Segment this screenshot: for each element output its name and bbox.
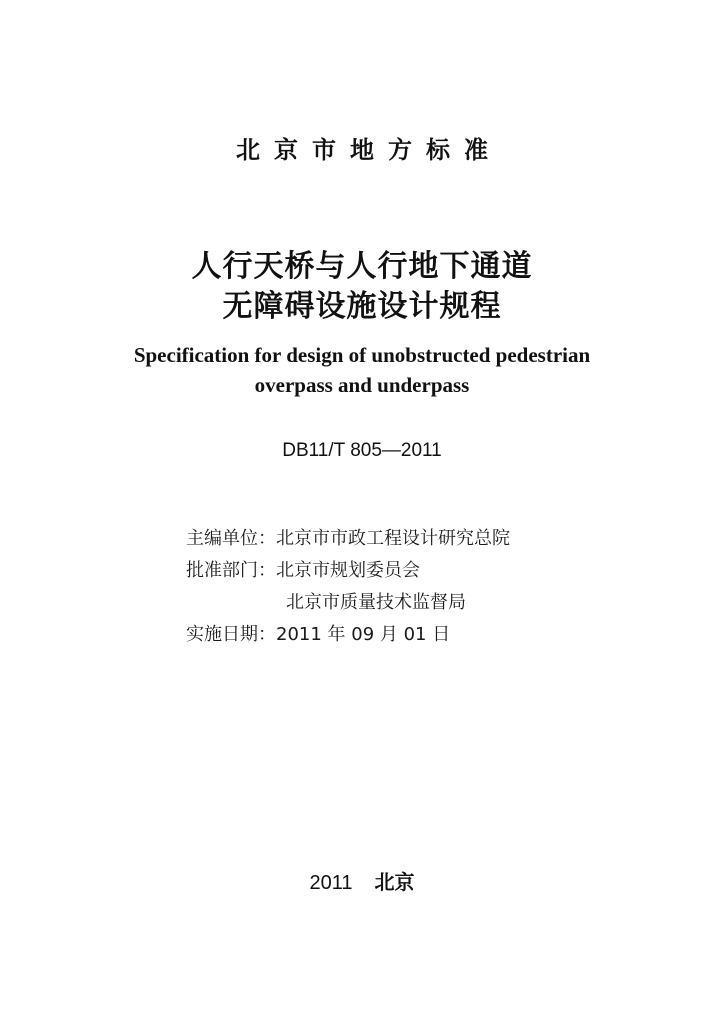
approver-label: 批准部门：: [186, 560, 276, 581]
editor-row: [186, 524, 510, 550]
approver-row-2: [286, 588, 466, 614]
effective-date-label: 实施日期：: [186, 624, 276, 645]
title-cn-line-2: 无障碍设施设计规程: [222, 289, 502, 324]
editor-value: 北京市市政工程设计研究总院: [276, 528, 510, 549]
footer-year: 2011: [309, 872, 353, 894]
editor-label: 主编单位：: [186, 528, 276, 549]
footer: [0, 866, 724, 895]
approver-value-1: 北京市规划委员会: [276, 560, 420, 581]
standard-type: 北京市地方标准: [236, 136, 502, 164]
approver-value-2: 北京市质量技术监督局: [286, 592, 466, 613]
standard-code: DB11/T 805—2011: [282, 440, 442, 461]
approver-row: [186, 556, 420, 582]
effective-date-row: [186, 620, 450, 646]
footer-city: 北京: [374, 870, 415, 894]
title-en-line-1: Specification for design of unobstructed pedestrian: [133, 343, 591, 367]
title-en-line-2: overpass and underpass: [254, 373, 470, 397]
effective-date-value: 2011 年 09 月 01 日: [276, 624, 451, 645]
title-cn-line-1: 人行天桥与人行地下通道: [191, 249, 533, 284]
